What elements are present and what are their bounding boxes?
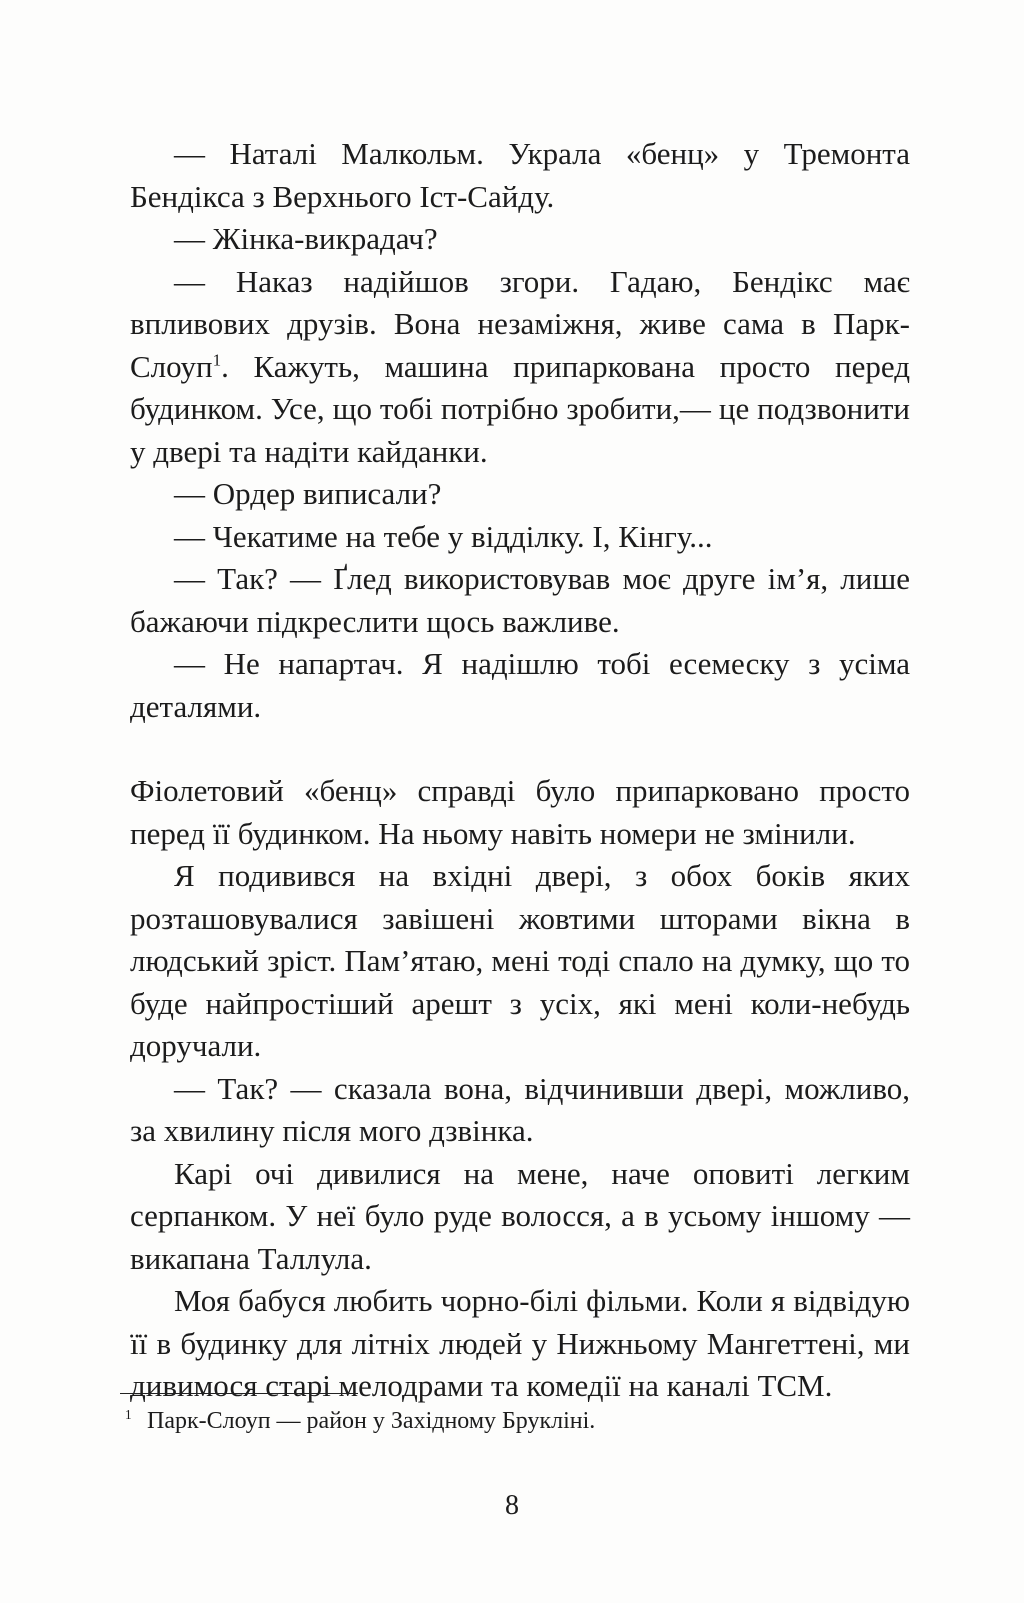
- paragraph-text: — Наказ надійшов згори. Гадаю, Бендікс має впливових друзів. Вона незаміжня, живе сама в Парк-Слоуп: [130, 263, 910, 384]
- paragraph: — Не напартач. Я надішлю тобі есемеску з усіма деталями.: [130, 646, 910, 724]
- footnote-marker: 1: [212, 350, 222, 370]
- paragraph: — Так? — сказала вона, відчинивши двері, можливо, за хвилину після мого дзвінка.: [130, 1070, 910, 1148]
- body-text: [130, 133, 910, 1408]
- paragraph: — Ордер виписали?: [174, 476, 442, 511]
- paragraph: Фіолетовий «бенц» справді було припарковано просто перед її будинком. На ньому навіть номери не змінили.: [130, 773, 910, 851]
- paragraph-with-footnote: [130, 261, 910, 474]
- page-number: 8: [505, 1490, 519, 1521]
- footnote-divider: [120, 1393, 358, 1394]
- footnote: $^1$ Парк-Слоуп — район у Західному Брукліні.: [125, 1407, 596, 1434]
- paragraph: Я подивився на вхідні двері, з обох боків яких розташовувалися завішені жовтими шторами вікна в людський зріст. Пам’ятаю, мені тоді спало на думку, що то буде найпростіший арешт з усіх, які мені коли-небудь доручали.: [130, 858, 910, 1063]
- paragraph-continuation: . Кажуть, машина припаркована просто перед будинком. Усе, що тобі потрібно зробити,— це подзвонити у двері та надіти кайданки.: [130, 348, 910, 469]
- section-break: [130, 728, 910, 770]
- paragraph: — Чекатиме на тебе у відділку. І, Кінгу...: [174, 518, 713, 554]
- paragraph: Карі очі дивилися на мене, наче оповиті легким серпанком. У неї було руде волосся, а в усьому іншому — викапана Таллула.: [130, 1155, 910, 1276]
- paragraph: — Наталі Малкольм. Украла «бенц» у Тремонта Бендікса з Верхнього Іст-Сайду.: [130, 136, 910, 214]
- paragraph: — Так? — Ґлед використовував моє друге ім’я, лише бажаючи підкреслити щось важливе.: [130, 561, 910, 639]
- paragraph: Моя бабуся любить чорно-білі фільми. Коли я відвідую її в будинку для літніх людей у Нижньому Мангеттені, ми дивимося старі мелодрами та комедії на каналі TCM.: [130, 1283, 910, 1403]
- footnote-text: Парк-Слоуп — район у Західному Брукліні.: [147, 1408, 596, 1434]
- paragraph: — Жінка-викрадач?: [174, 221, 438, 256]
